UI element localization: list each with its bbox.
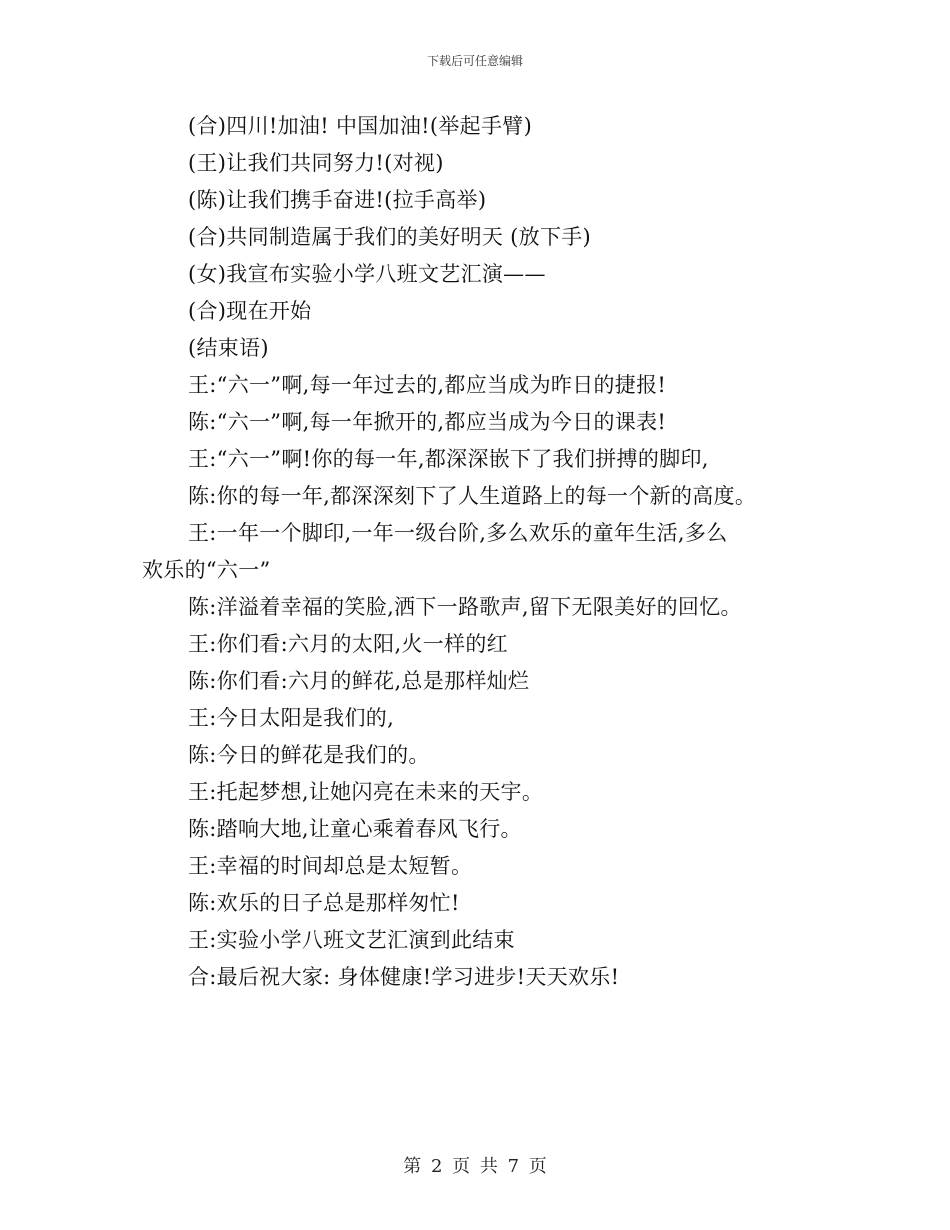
script-line: (合)四川!加油! 中国加油!(举起手臂) <box>188 114 533 138</box>
script-line: 合:最后祝大家: 身体健康!学习进步!天天欢乐! <box>188 965 620 989</box>
script-line: (结束语) <box>188 336 269 360</box>
script-line: 陈:今日的鲜花是我们的。 <box>188 743 430 767</box>
script-line: 陈:“六一”啊,每一年掀开的,都应当成为今日的课表! <box>188 410 667 434</box>
script-line: (陈)让我们携手奋进!(拉手高举) <box>188 188 487 212</box>
script-line: 王:幸福的时间却总是太短暂。 <box>188 854 473 878</box>
script-line: 王:你们看:六月的太阳,火一样的红 <box>188 632 508 656</box>
script-line-continuation: 欢乐的“六一” <box>142 558 271 582</box>
script-line: 王:一年一个脚印,一年一级台阶,多么欢乐的童年生活,多么 <box>188 521 728 545</box>
script-line: (合)共同制造属于我们的美好明天 (放下手) <box>188 225 592 249</box>
script-line: (女)我宣布实验小学八班文艺汇演—— <box>188 262 546 286</box>
script-line: (王)让我们共同努力!(对视) <box>188 151 444 175</box>
script-line: 陈:你们看:六月的鲜花,总是那样灿烂 <box>188 669 530 693</box>
script-line: 陈:洋溢着幸福的笑脸,洒下一路歌声,留下无限美好的回忆。 <box>188 595 742 619</box>
page-number: 第 2 页 共 7 页 <box>403 1156 547 1177</box>
document-body <box>142 108 802 996</box>
page-header: 下载后可任意编辑 <box>426 54 523 68</box>
script-line: 王:托起梦想,让她闪亮在未来的天宇。 <box>188 780 544 804</box>
script-line: 王:“六一”啊,每一年过去的,都应当成为昨日的捷报! <box>188 373 667 397</box>
script-line: 陈:你的每一年,都深深刻下了人生道路上的每一个新的高度。 <box>188 484 757 508</box>
script-line: 陈:踏响大地,让童心乘着春风飞行。 <box>188 817 522 841</box>
script-line: 王:今日太阳是我们的, <box>188 706 395 730</box>
script-line: 陈:欢乐的日子总是那样匆忙! <box>188 891 460 915</box>
script-line: 王:实验小学八班文艺汇演到此结束 <box>188 928 515 952</box>
script-line: (合)现在开始 <box>188 299 312 323</box>
script-line: 王:“六一”啊!你的每一年,都深深嵌下了我们拼搏的脚印, <box>188 447 709 471</box>
